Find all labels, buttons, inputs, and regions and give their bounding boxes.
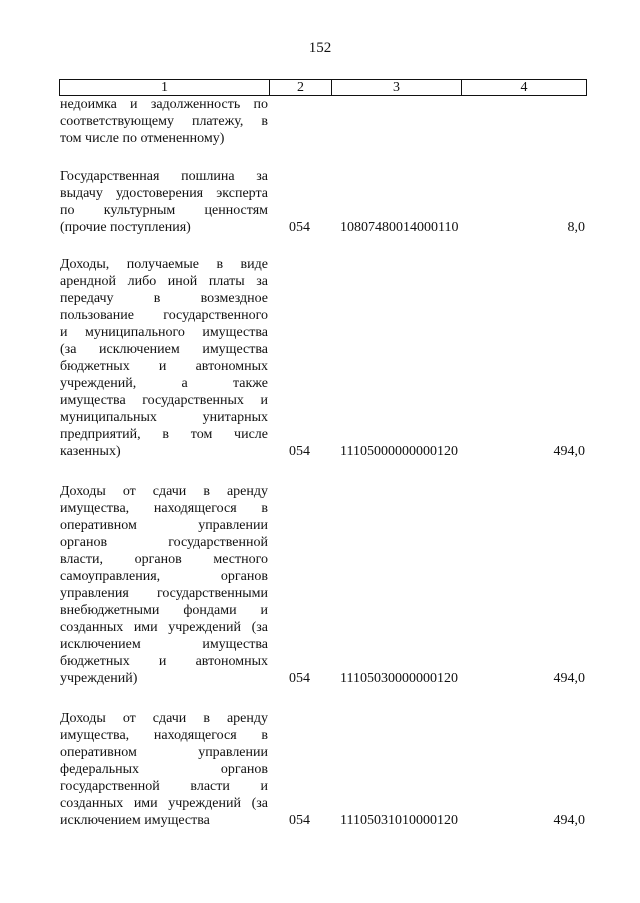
row-budget-code: 11105030000000120 bbox=[340, 671, 458, 686]
row-description bbox=[60, 710, 268, 829]
description-line: Доходы от сдачи в аренду bbox=[60, 711, 268, 726]
description-line: самоуправления, органов bbox=[60, 569, 268, 584]
description-line: органов государственной bbox=[60, 535, 268, 550]
description-line: учреждений, а также bbox=[60, 376, 268, 391]
table-row bbox=[60, 483, 590, 687]
description-line: созданных ими учреждений (за bbox=[60, 796, 268, 811]
row-amount: 494,0 bbox=[553, 671, 585, 686]
description-line: и муниципального имущества bbox=[60, 325, 268, 340]
row-budget-code: 11105000000000120 bbox=[340, 444, 458, 459]
description-line: казенных) bbox=[60, 444, 121, 459]
description-line: выдачу удостоверения эксперта bbox=[60, 186, 268, 201]
row-admin-code: 054 bbox=[289, 444, 310, 459]
description-line: оперативном управлении bbox=[60, 518, 268, 533]
row-admin-code: 054 bbox=[289, 671, 310, 686]
description-line: исключением имущества bbox=[60, 813, 210, 828]
description-line: имущества, находящегося в bbox=[60, 501, 268, 516]
description-line: по культурным ценностям bbox=[60, 203, 268, 218]
row-admin-code: 054 bbox=[289, 220, 310, 235]
table-row bbox=[60, 168, 590, 236]
description-line: арендной либо иной платы за bbox=[60, 274, 268, 289]
description-line: передачу в возмездное bbox=[60, 291, 268, 306]
description-line: (прочие поступления) bbox=[60, 220, 191, 235]
table-row bbox=[60, 256, 590, 460]
description-line: внебюджетными фондами и bbox=[60, 603, 268, 618]
description-line: учреждений) bbox=[60, 671, 138, 686]
header-col-4: 4 bbox=[520, 80, 528, 95]
description-line: соответствующему платежу, в bbox=[60, 114, 268, 129]
description-line: (за исключением имущества bbox=[60, 342, 268, 357]
description-line: пользование государственного bbox=[60, 308, 268, 323]
description-line: созданных ими учреждений (за bbox=[60, 620, 268, 635]
description-line: федеральных органов bbox=[60, 762, 268, 777]
row-description bbox=[60, 483, 268, 687]
table-row bbox=[60, 96, 590, 147]
description-line: исключением имущества bbox=[60, 637, 268, 652]
table-header bbox=[59, 79, 587, 96]
description-line: Государственная пошлина за bbox=[60, 169, 268, 184]
row-description bbox=[60, 96, 268, 147]
description-line: бюджетных и автономных bbox=[60, 654, 268, 669]
description-line: оперативном управлении bbox=[60, 745, 268, 760]
description-line: имущества, находящегося в bbox=[60, 728, 268, 743]
row-description bbox=[60, 256, 268, 460]
row-admin-code: 054 bbox=[289, 813, 310, 828]
table-row bbox=[60, 710, 590, 829]
row-budget-code: 11105031010000120 bbox=[340, 813, 458, 828]
description-line: недоимка и задолженность по bbox=[60, 97, 268, 112]
row-amount: 494,0 bbox=[553, 813, 585, 828]
header-col-2: 2 bbox=[270, 80, 332, 95]
description-line: государственной власти и bbox=[60, 779, 268, 794]
description-line: власти, органов местного bbox=[60, 552, 268, 567]
header-col-3: 3 bbox=[332, 80, 462, 95]
header-col-1: 1 bbox=[60, 80, 270, 95]
description-line: том числе по отмененному) bbox=[60, 131, 225, 146]
description-line: предприятий, в том числе bbox=[60, 427, 268, 442]
description-line: Доходы от сдачи в аренду bbox=[60, 484, 268, 499]
description-line: имущества государственных и bbox=[60, 393, 268, 408]
description-line: Доходы, получаемые в виде bbox=[60, 257, 268, 272]
description-line: муниципальных унитарных bbox=[60, 410, 268, 425]
row-budget-code: 10807480014000110 bbox=[340, 220, 459, 235]
description-line: управления государственными bbox=[60, 586, 268, 601]
row-amount: 8,0 bbox=[567, 220, 585, 235]
description-line: бюджетных и автономных bbox=[60, 359, 268, 374]
row-description bbox=[60, 168, 268, 236]
page-number: 152 bbox=[308, 40, 332, 56]
row-amount: 494,0 bbox=[553, 444, 585, 459]
